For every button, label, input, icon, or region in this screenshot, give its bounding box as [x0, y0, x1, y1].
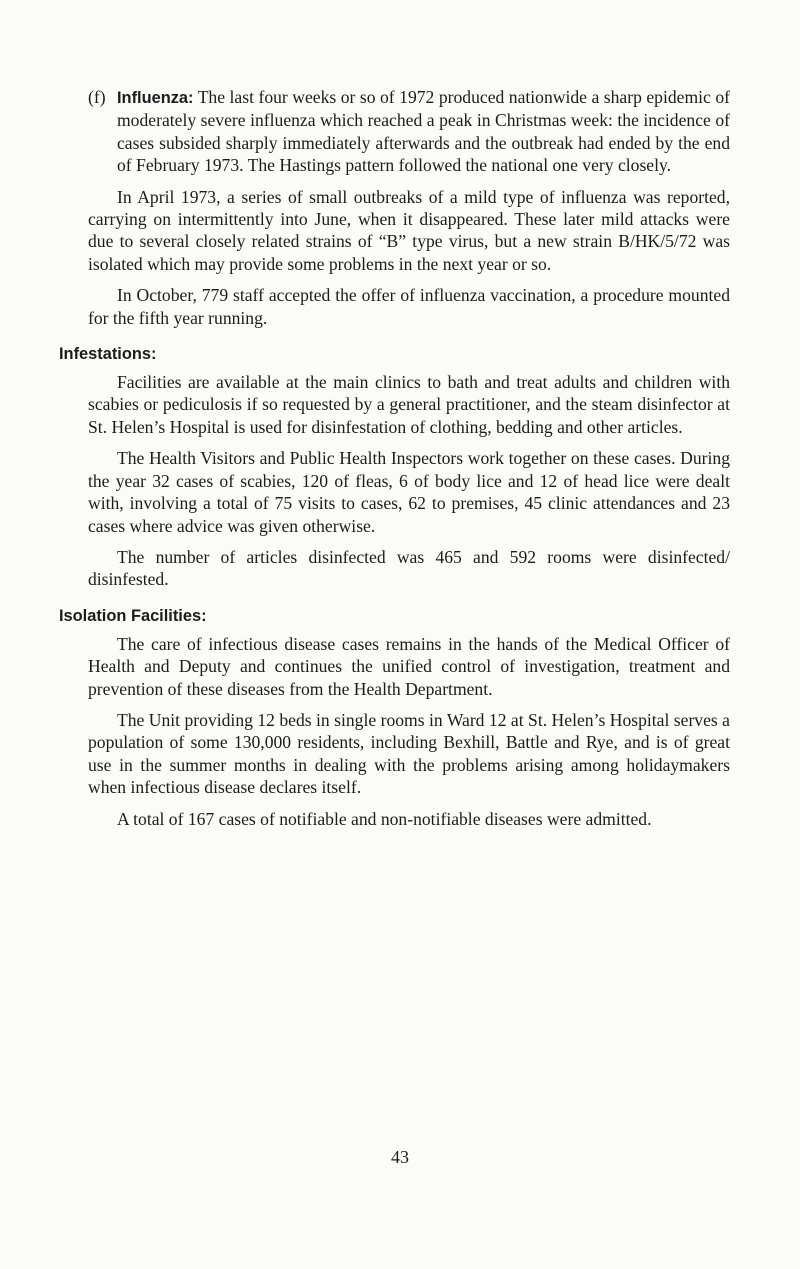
infestations-paragraph-2: The Health Visitors and Public Health Inspectors work together on these cases. During the year 32 cases of scabies, 120 of fleas, 6 of body lice and 12 of head lice were dealt with, involving a total of 75 visits to cases, 62 to premises, 45 clinic attendances and 23 cases where advice was given otherwise.: [88, 448, 730, 536]
isolation-paragraph-1: The care of infectious disease cases remains in the hands of the Medical Officer of Health and Deputy and continues the unified control of investigation, treatment and prevention of these diseases from the Health Department.: [88, 633, 730, 699]
isolation-heading: Isolation Facilities:: [59, 606, 207, 625]
isolation-paragraph-2: The Unit providing 12 beds in single rooms in Ward 12 at St. Helen’s Hospital serves a population of some 130,000 residents, including Bexhill, Battle and Rye, and is of great use in the summer months in dealing with the problems arising among holidaymakers when infectious disease declares itself.: [88, 709, 730, 798]
influenza-paragraph-2: In April 1973, a series of small outbreaks of a mild type of influenza was reported, carrying on intermittently into June, when it disappeared. These later mild attacks were due to several closely related strains of “B” type virus, but a new strain B/HK/5/72 was isolated which may provide some problems in the next year or so.: [88, 186, 730, 274]
influenza-heading: Influenza:: [117, 89, 194, 107]
isolation-paragraph-3: A total of 167 cases of notifiable and non-notifiable diseases were admitted.: [117, 808, 652, 829]
influenza-text-1: The last four weeks or so of 1972 produced nationwide a sharp epidemic of moderately severe influenza which reached a peak in Christmas week: the incidence of cases subsided sharply immediately afterwards and the outbreak had ended by the end of February 1973. The Hastings pattern followed the national one very closely.: [117, 87, 730, 176]
page-body: [59, 86, 730, 839]
influenza-paragraph-1: [88, 86, 730, 177]
infestations-heading: Infestations:: [59, 345, 157, 364]
influenza-paragraph-3: In October, 779 staff accepted the offer of influenza vaccination, a procedure mounted for the fifth year running.: [88, 285, 730, 328]
infestations-paragraph-1: Facilities are available at the main clinics to bath and treat adults and children with scabies or pediculosis if so requested by a general practitioner, and the steam disinfector at St. Helen’s Hospital is used for disinfestation of clothing, bedding and other articles.: [88, 372, 730, 437]
section-marker: (f): [88, 87, 106, 107]
infestations-paragraph-3: The number of articles disinfected was 465 and 592 rooms were disinfected/ disinfested.: [88, 546, 730, 590]
page-number: 43: [391, 1147, 409, 1167]
